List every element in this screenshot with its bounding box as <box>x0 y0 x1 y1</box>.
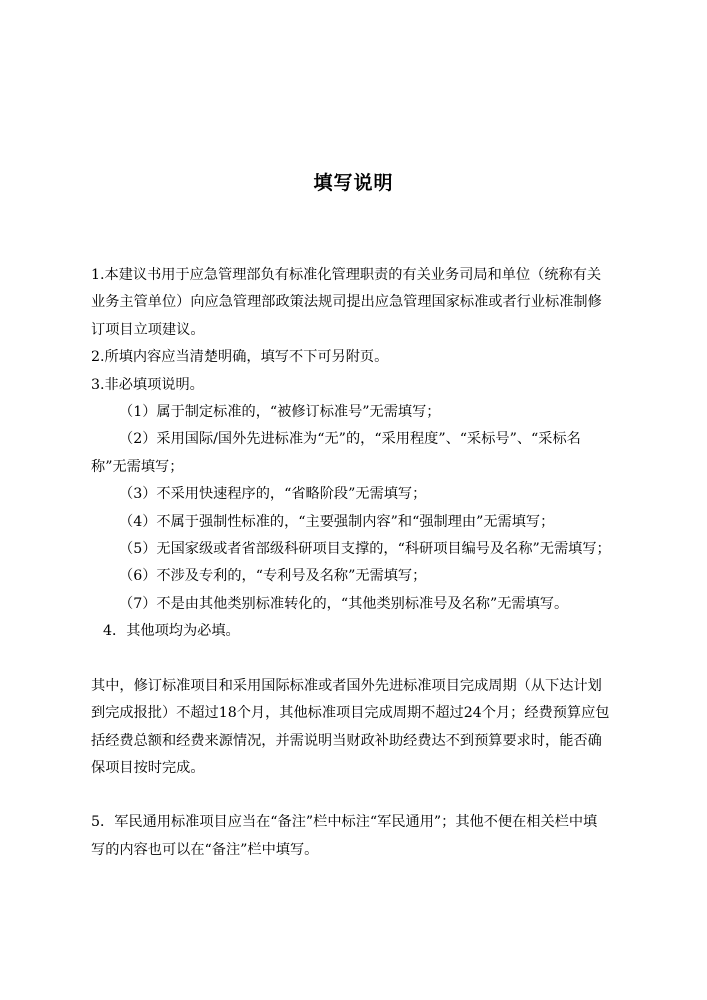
spacer <box>91 782 611 809</box>
sub-instruction-3: （3）不采用快速程序的，“省略阶段”无需填写； <box>119 486 427 503</box>
sub-instruction-4: （4）不属于强制性标准的，“主要强制内容”和“强制理由”无需填写； <box>119 513 555 530</box>
instruction-4-detail: 其中，修订标准项目和采用国际标准或者国外先进标准项目完成周期（从下达计划到完成报批）不超过18个月，其他标准项目完成周期不超过24个月；经费预算应包括经费总额和经费来源情况，并需说明当财政补助经费达不到预算要求时，能否确保项目按时完成。 <box>91 677 610 776</box>
instruction-4: 4．其他项均为必填。 <box>103 623 240 640</box>
spacer <box>91 646 611 673</box>
instructions-body <box>91 262 611 864</box>
sub-instruction-2: （2）采用国际/国外先进标准为“无”的，“采用程度”、“采标号”、“采标名称”无需填写； <box>91 431 581 475</box>
sub-instruction-7: （7）不是由其他类别标准转化的，“其他类别标准号及名称”无需填写。 <box>119 595 569 612</box>
instruction-2: 2.所填内容应当清楚明确，填写不下可另附页。 <box>91 349 389 366</box>
instruction-1: 1.本建议书用于应急管理部负有标准化管理职责的有关业务司局和单位（统称有关业务主管单位）向应急管理部政策法规司提出应急管理国家标准或者行业标准制修订项目立项建议。 <box>91 267 602 338</box>
sub-instruction-1: （1）属于制定标准的，“被修订标准号”无需填写； <box>119 404 441 421</box>
page-title: 填写说明 <box>313 172 394 194</box>
sub-instruction-6: （6）不涉及专利的，“专利号及名称”无需填写； <box>119 568 427 585</box>
instruction-5: 5．军民通用标准项目应当在“备注”栏中标注“军民通用”；其他不便在相关栏中填写的内容也可以在“备注”栏中填写。 <box>91 814 598 858</box>
instruction-3: 3.非必填项说明。 <box>91 376 204 393</box>
sub-instruction-5: （5）无国家级或者省部级科研项目支撑的，“科研项目编号及名称”无需填写； <box>119 541 611 558</box>
